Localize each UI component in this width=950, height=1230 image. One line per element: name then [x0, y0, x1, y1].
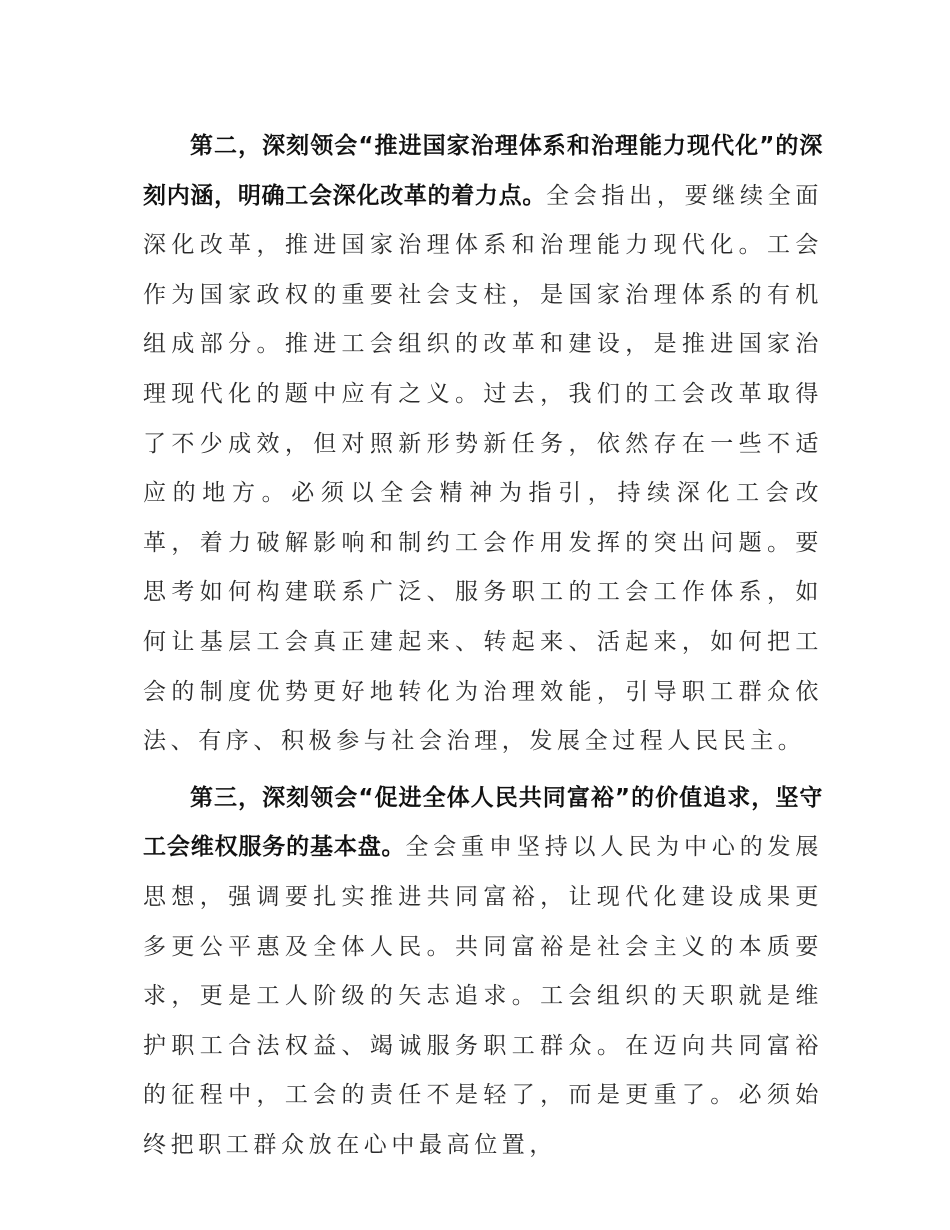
paragraph-lead-heading: 第二，深刻领会“推进国家治理体系和治理能力现代化”的深刻内涵，明确工会深化改革的着力点。	[143, 133, 823, 209]
paragraph-lead-heading: 第三，深刻领会“促进全体人民共同富裕”的价值追求，坚守工会维权服务的基本盘。	[143, 784, 823, 861]
paragraph-third-point	[143, 774, 823, 1171]
paragraph-body-text: 全会指出，要继续全面深化改革，推进国家治理体系和治理能力现代化。工会作为国家政权的重要社会支柱，是国家治理体系的有机组成部分。推进工会组织的改革和建设，是推进国家治理现代化的题中应有之义。过去，我们的工会改革取得了不少成效，但对照新形势新任务，依然存在一些不适应的地方。必须以全会精神为指引，持续深化工会改革，着力破解影响和制约工会作用发挥的突出问题。要思考如何构建联系广泛、服务职工的工会工作体系，如何让基层工会真正建起来、转起来、活起来，如何把工会的制度优势更好地转化为治理效能，引导职工群众依法、有序、积极参与社会治理，发展全过程人民民主。	[143, 182, 823, 755]
paragraph-second-point	[143, 122, 823, 767]
document-page	[143, 122, 823, 1170]
paragraph-body-text: 全会重申坚持以人民为中心的发展思想，强调要扎实推进共同富裕，让现代化建设成果更多更公平惠及全体人民。共同富裕是社会主义的本质要求，更是工人阶级的矢志追求。工会组织的天职就是维护职工合法权益、竭诚服务职工群众。在迈向共同富裕的征程中，工会的责任不是轻了，而是更重了。必须始终把职工群众放在心中最高位置，	[143, 834, 824, 1158]
